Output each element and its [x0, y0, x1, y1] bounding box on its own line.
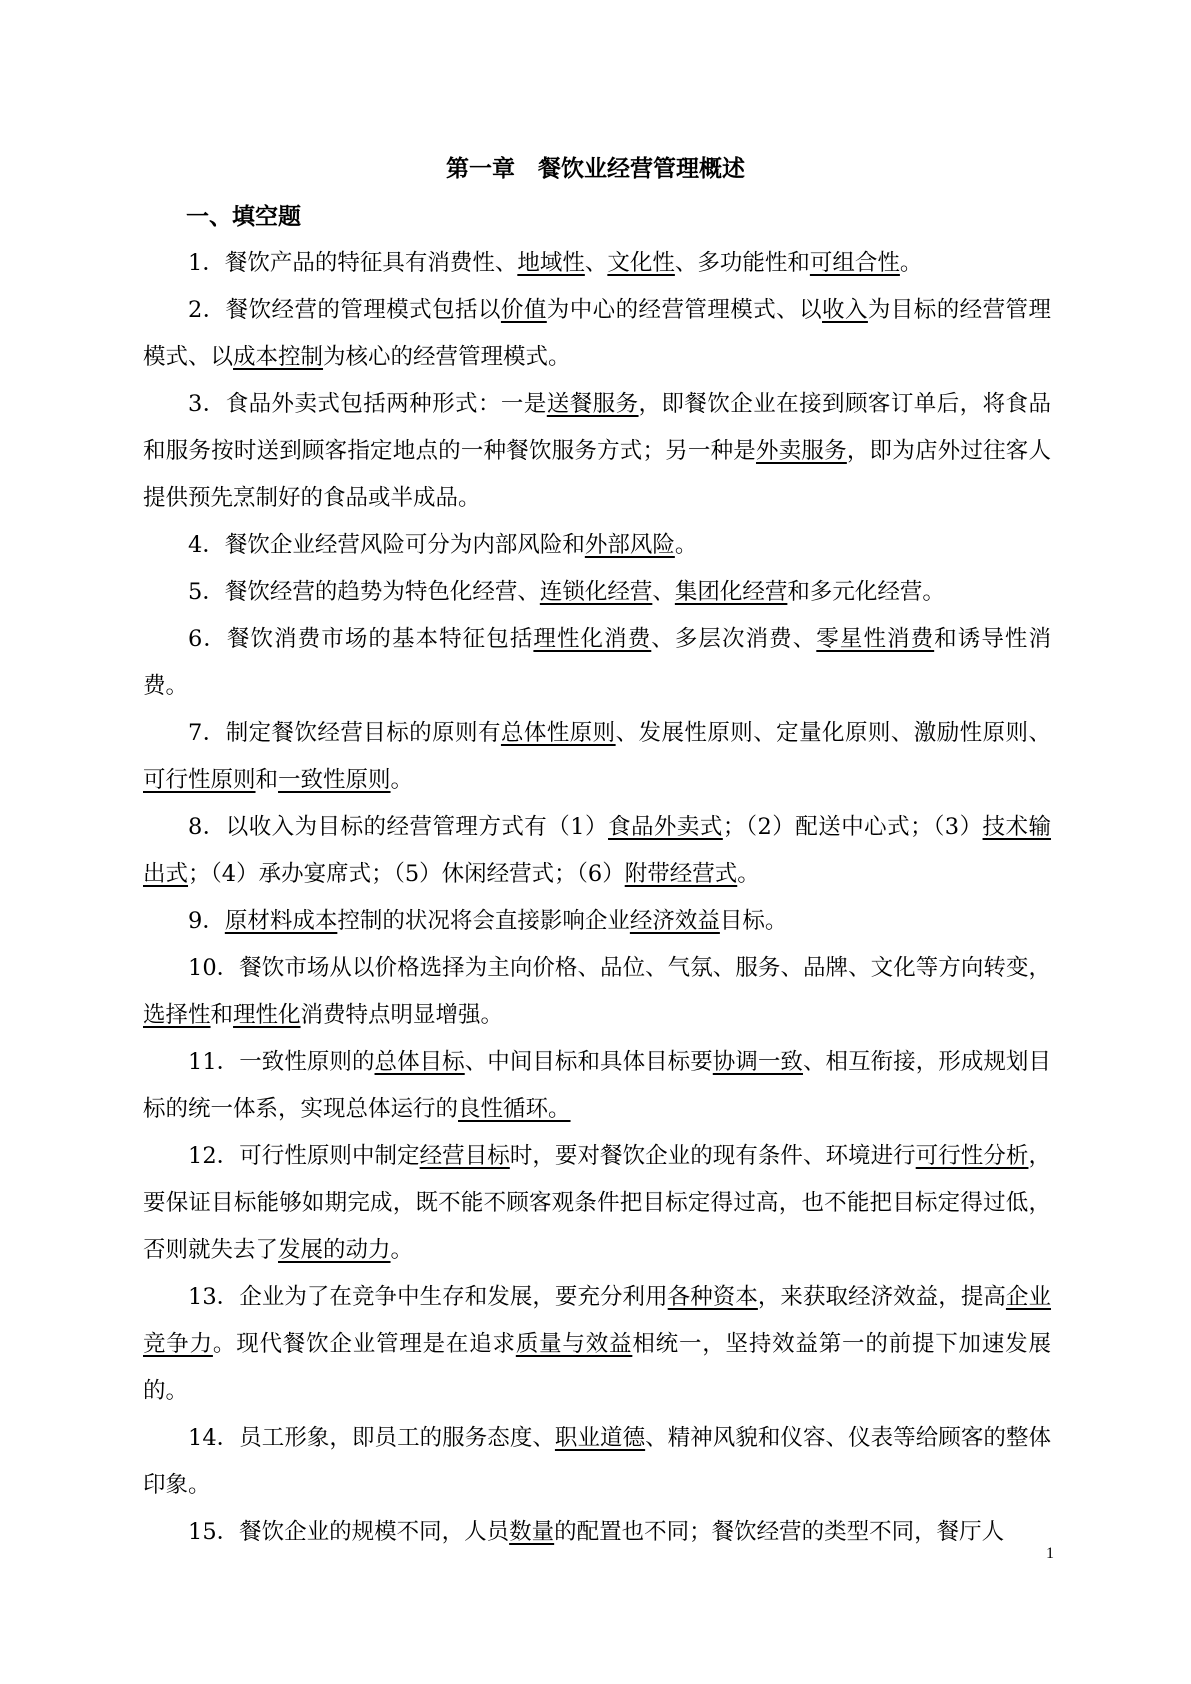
answer-blank: 选择性 — [143, 1002, 211, 1028]
question-item — [143, 240, 1051, 287]
answer-blank: 协调一致 — [712, 1049, 803, 1075]
answer-blank: 可行性分析 — [915, 1143, 1029, 1169]
question-text: 15．餐饮企业的规模不同，人员 — [188, 1519, 510, 1545]
chapter-title: 第一章 餐饮业经营管理概述 — [446, 156, 745, 182]
question-text: 时，要对餐饮企业的现有条件、环境进行 — [509, 1143, 916, 1169]
question-text: 。 — [737, 861, 760, 887]
question-text: 和 — [255, 767, 279, 793]
question-text: ；（2）配送中心式；（3） — [722, 814, 983, 840]
question-text: 和 — [210, 1002, 234, 1028]
page-number: 1 — [1046, 1545, 1054, 1562]
answer-blank: 发展的动力 — [278, 1237, 391, 1263]
question-text: 2．餐饮经营的管理模式包括以 — [188, 297, 501, 323]
question-text: 13．企业为了在竞争中生存和发展，要充分利用 — [188, 1284, 668, 1310]
question-text: 相统一，坚持效益第一的前提下加速发展的。 — [143, 1331, 1051, 1404]
question-text: 控制的状况将会直接影响企业 — [337, 908, 630, 934]
question-item — [143, 287, 1051, 381]
question-text: 、发展性原则、定量化原则、激励性原则、 — [615, 720, 1051, 746]
question-text: 、相互衔接，形成规划目标的统一体系，实现总体运行的 — [143, 1049, 1051, 1122]
answer-blank: 质量与效益 — [515, 1331, 633, 1357]
question-item — [143, 710, 1051, 804]
question-text: 目标。 — [719, 908, 788, 934]
answer-blank: 原材料成本 — [224, 908, 338, 934]
question-text: 。 — [390, 767, 414, 793]
question-text: ，即餐饮企业在接到顾客订单后，将食品和服务按时送到顾客指定地点的一种餐饮服务方式；另一种是 — [143, 391, 1051, 464]
answer-blank: 成本控制 — [233, 344, 324, 370]
question-item — [143, 1039, 1051, 1133]
question-text: 。现代餐饮企业管理是在追求 — [212, 1331, 516, 1357]
question-text: 12．可行性原则中制定 — [188, 1143, 420, 1169]
answer-blank: 送餐服务 — [546, 391, 639, 417]
question-text: 为目标的经营管理模式、以 — [143, 297, 1051, 370]
question-text: 9． — [188, 908, 225, 934]
question-text: 为核心的经营管理模式。 — [323, 344, 571, 370]
question-item — [143, 569, 1051, 616]
question-item — [143, 616, 1051, 710]
question-item — [143, 804, 1051, 898]
question-text: 1．餐饮产品的特征具有消费性、 — [188, 250, 518, 276]
question-text: 、精神风貌和仪容、仪表等给顾客的整体印象。 — [143, 1425, 1051, 1498]
answer-blank: 零星性消费 — [816, 626, 935, 652]
question-text: 4．餐饮企业经营风险可分为内部风险和 — [188, 532, 585, 558]
answer-blank: 地域性 — [517, 250, 585, 276]
question-item — [143, 522, 1051, 569]
answer-blank: 总体目标 — [374, 1049, 465, 1075]
answer-blank: 数量 — [509, 1519, 555, 1545]
question-item — [143, 1415, 1051, 1509]
answer-blank: 技术输出式 — [143, 814, 1051, 887]
answer-blank: 各种资本 — [667, 1284, 758, 1310]
question-list — [143, 240, 1051, 1556]
answer-blank: 可行性原则 — [143, 767, 256, 793]
question-text: 的配置也不同；餐饮经营的类型不同，餐厅人 — [554, 1519, 1005, 1545]
answer-blank: 文化性 — [607, 250, 675, 276]
answer-blank: 连锁化经营 — [539, 579, 653, 605]
question-text: 6．餐饮消费市场的基本特征包括 — [188, 626, 534, 652]
question-item — [143, 381, 1051, 522]
question-text: 和诱导性消费。 — [143, 626, 1051, 699]
question-text: 8．以收入为目标的经营管理方式有（1） — [188, 814, 608, 840]
answer-blank: 外卖服务 — [756, 438, 847, 464]
question-text: 11．一致性原则的 — [188, 1049, 375, 1075]
question-item — [143, 1509, 1051, 1556]
section-heading: 一、填空题 — [186, 204, 301, 230]
answer-blank: 可组合性 — [809, 250, 900, 276]
question-text: 、多层次消费、 — [651, 626, 817, 652]
question-text: 、 — [584, 250, 608, 276]
answer-blank: 收入 — [822, 297, 868, 323]
answer-blank: 集团化经营 — [674, 579, 788, 605]
answer-blank: 食品外卖式 — [608, 814, 723, 840]
question-text: 、中间目标和具体目标要 — [464, 1049, 713, 1075]
question-text: 、多功能性和 — [674, 250, 810, 276]
answer-blank: 经济效益 — [629, 908, 720, 934]
question-text: 10．餐饮市场从以价格选择为主向价格、品位、气氛、服务、品牌、文化等方向转变， — [188, 955, 1051, 981]
answer-blank: 理性化消费 — [533, 626, 652, 652]
question-text: 消费特点明显增强。 — [300, 1002, 504, 1028]
question-text: 、 — [652, 579, 675, 605]
question-text: 。 — [390, 1237, 414, 1263]
answer-blank: 理性化 — [233, 1002, 301, 1028]
answer-blank: 外部风险 — [584, 532, 675, 558]
answer-blank: 一致性原则 — [278, 767, 391, 793]
question-text: ，即为店外过往客人提供预先烹制好的食品或半成品。 — [143, 438, 1051, 511]
answer-blank: 总体性原则 — [500, 720, 616, 746]
answer-blank: 附带经营式 — [624, 861, 738, 887]
answer-blank: 价值 — [500, 297, 547, 323]
answer-blank: 职业道德 — [554, 1425, 646, 1451]
question-item — [143, 1274, 1051, 1415]
question-item — [143, 1133, 1051, 1274]
question-text: 。 — [899, 250, 923, 276]
question-text: 为中心的经营管理模式、以 — [546, 297, 823, 323]
question-text: 5．餐饮经营的趋势为特色化经营、 — [188, 579, 540, 605]
question-item — [143, 898, 1051, 945]
question-text: 14．员工形象，即员工的服务态度、 — [188, 1425, 555, 1451]
answer-blank: 良性循环。 — [458, 1096, 571, 1122]
question-text: 。 — [674, 532, 698, 558]
answer-blank: 经营目标 — [419, 1143, 510, 1169]
question-text: 3．食品外卖式包括两种形式：一是 — [188, 391, 547, 417]
question-text: ，要保证目标能够如期完成，既不能不顾客观条件把目标定得过高，也不能把目标定得过低，否则就失去了 — [143, 1143, 1051, 1263]
question-item — [143, 945, 1051, 1039]
question-text: 7．制定餐饮经营目标的原则有 — [188, 720, 501, 746]
question-text: 和多元化经营。 — [787, 579, 945, 605]
answer-blank: 企业竞争力 — [143, 1284, 1051, 1357]
question-text: ；（4）承办宴席式；（5）休闲经营式；（6） — [188, 861, 625, 887]
question-text: ，来获取经济效益，提高 — [757, 1284, 1006, 1310]
